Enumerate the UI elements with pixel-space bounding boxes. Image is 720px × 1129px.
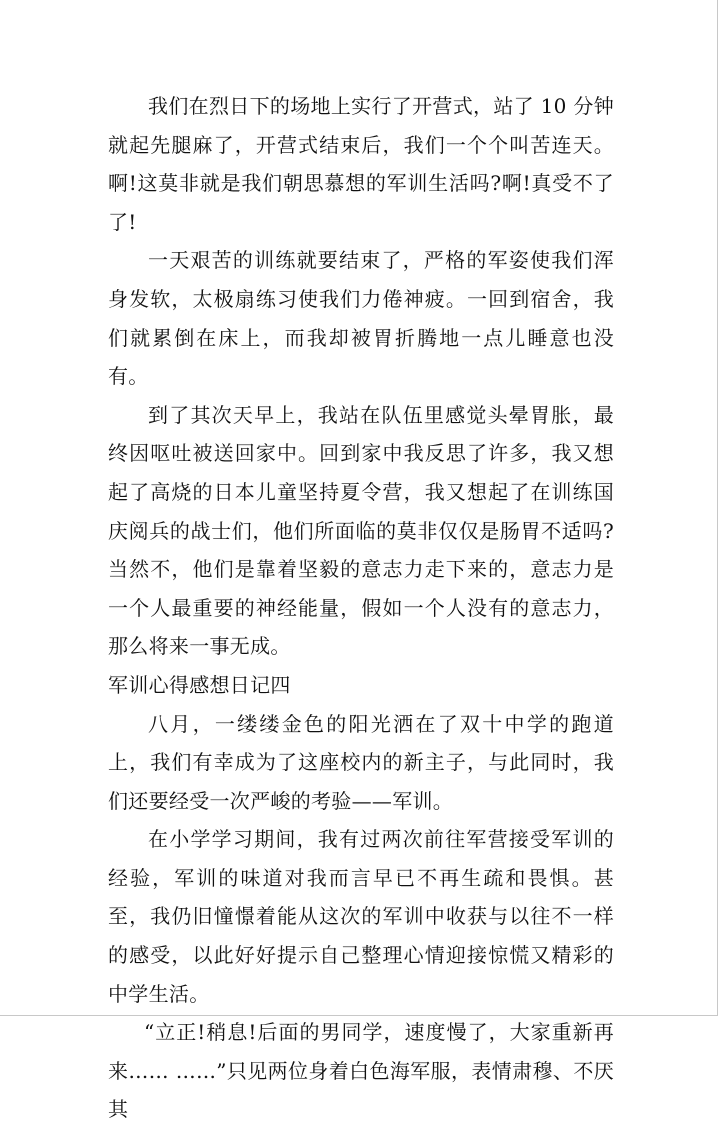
document-body <box>108 87 614 1129</box>
section-heading: 军训心得感想日记四 <box>108 672 291 697</box>
paragraph-drill-quote: “立正!稍息!后面的男同学，速度慢了，大家重新再来…… ……”只见两位身着白色海军服，表情肃穆、不厌其 <box>108 1020 614 1122</box>
paragraph-opening-ceremony: 我们在烈日下的场地上实行了开营式，站了 10 分钟就起先腿麻了，开营式结束后，我们一个个叫苦连天。啊!这莫非就是我们朝思慕想的军训生活吗?啊!真受不了了! <box>108 94 614 234</box>
paragraph-primary-school: 在小学学习期间，我有过两次前往军营接受军训的经验，军训的味道对我而言早已不再生疏和畏惧。甚至，我仍旧憧憬着能从这次的军训中收获与以往不一样的感受，以此好好提示自己整理心情迎接惊慌又精彩的中学生活。 <box>108 827 614 1006</box>
paragraph-reflection: 到了其次天早上，我站在队伍里感觉头晕胃胀，最终因呕吐被送回家中。回到家中我反思了许多，我又想起了高烧的日本儿童坚持夏令营，我又想起了在训练国庆阅兵的战士们，他们所面临的莫非仅仅是肠胃不适吗?当然不，他们是靠着坚毅的意志力走下来的，意志力是一个人最重要的神经能量，假如一个人没有的意志力，那么将来一事无成。 <box>108 402 614 659</box>
paragraph-training-day: 一天艰苦的训练就要结束了，严格的军姿使我们浑身发软，太极扇练习使我们力倦神疲。一回到宿舍，我们就累倒在床上，而我却被胃折腾地一点儿睡意也没有。 <box>108 248 614 389</box>
paragraph-august: 八月，一缕缕金色的阳光洒在了双十中学的跑道上，我们有幸成为了这座校内的新主子，与此同时，我们还要经受一次严峻的考验——军训。 <box>108 711 614 813</box>
